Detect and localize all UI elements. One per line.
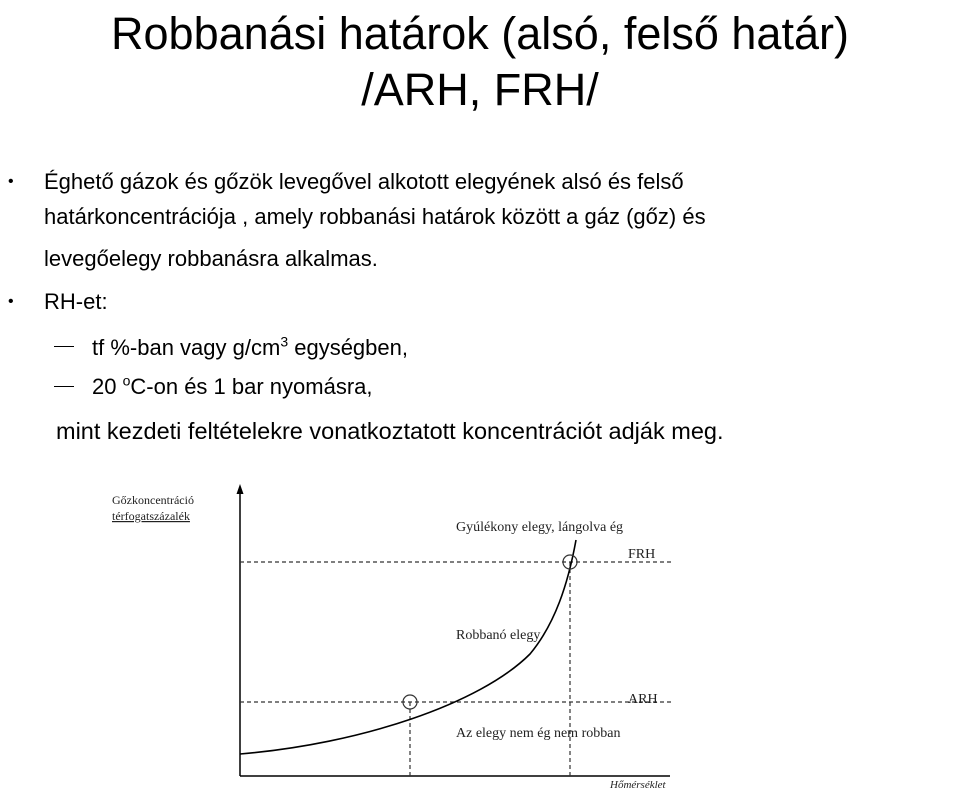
explosion-limit-curve bbox=[240, 540, 576, 754]
frh-label: FRH bbox=[628, 547, 656, 562]
sub-item-conditions-text: 20 bbox=[92, 374, 123, 399]
y-axis-label-line1: Gőzkoncentráció bbox=[112, 493, 194, 507]
superscript-o: o bbox=[122, 372, 131, 389]
closing-sentence: mint kezdeti feltételekre vonatkoztatott koncentrációt adják meg. bbox=[56, 418, 724, 444]
sub-item-conditions-end: C-on és 1 bar nyomásra, bbox=[130, 374, 373, 399]
title-line-1: Robbanási határok (alsó, felső határ) bbox=[111, 8, 849, 59]
lower-region-label: Az elegy nem ég nem robban bbox=[456, 726, 621, 741]
middle-region-label: Robbanó elegy bbox=[456, 628, 541, 643]
sub-item-units-end: egységben, bbox=[288, 335, 408, 360]
superscript-3: 3 bbox=[280, 333, 289, 350]
y-axis-label-line2: térfogatszázalék bbox=[112, 509, 190, 523]
bullet-dot-icon: • bbox=[8, 293, 14, 310]
bullet-dot-icon: • bbox=[8, 173, 14, 190]
explosion-limit-diagram bbox=[100, 484, 680, 788]
arh-label: ARH bbox=[628, 692, 658, 707]
y-axis-arrow-icon bbox=[237, 484, 244, 494]
title-line-2: /ARH, FRH/ bbox=[361, 64, 599, 115]
sub-item-conditions bbox=[92, 369, 373, 404]
bullet1-line2: határkoncentrációja , amely robbanási határok között a gáz (gőz) és bbox=[44, 204, 706, 229]
bullet1-line3: levegőelegy robbanásra alkalmas. bbox=[44, 246, 378, 271]
x-axis-label: Hőmérséklet bbox=[610, 779, 666, 788]
bullet2-text: RH-et: bbox=[44, 289, 108, 314]
bullet1-line1: Éghető gázok és gőzök levegővel alkotott elegyének alsó és felső bbox=[44, 169, 684, 194]
sub-item-units-text: tf %-ban vagy g/cm bbox=[92, 335, 281, 360]
dash-icon bbox=[54, 386, 74, 387]
upper-region-label: Gyúlékony elegy, lángolva ég bbox=[456, 520, 624, 535]
sub-item-units bbox=[92, 330, 408, 365]
dash-icon bbox=[54, 346, 74, 347]
slide-title bbox=[0, 6, 960, 118]
